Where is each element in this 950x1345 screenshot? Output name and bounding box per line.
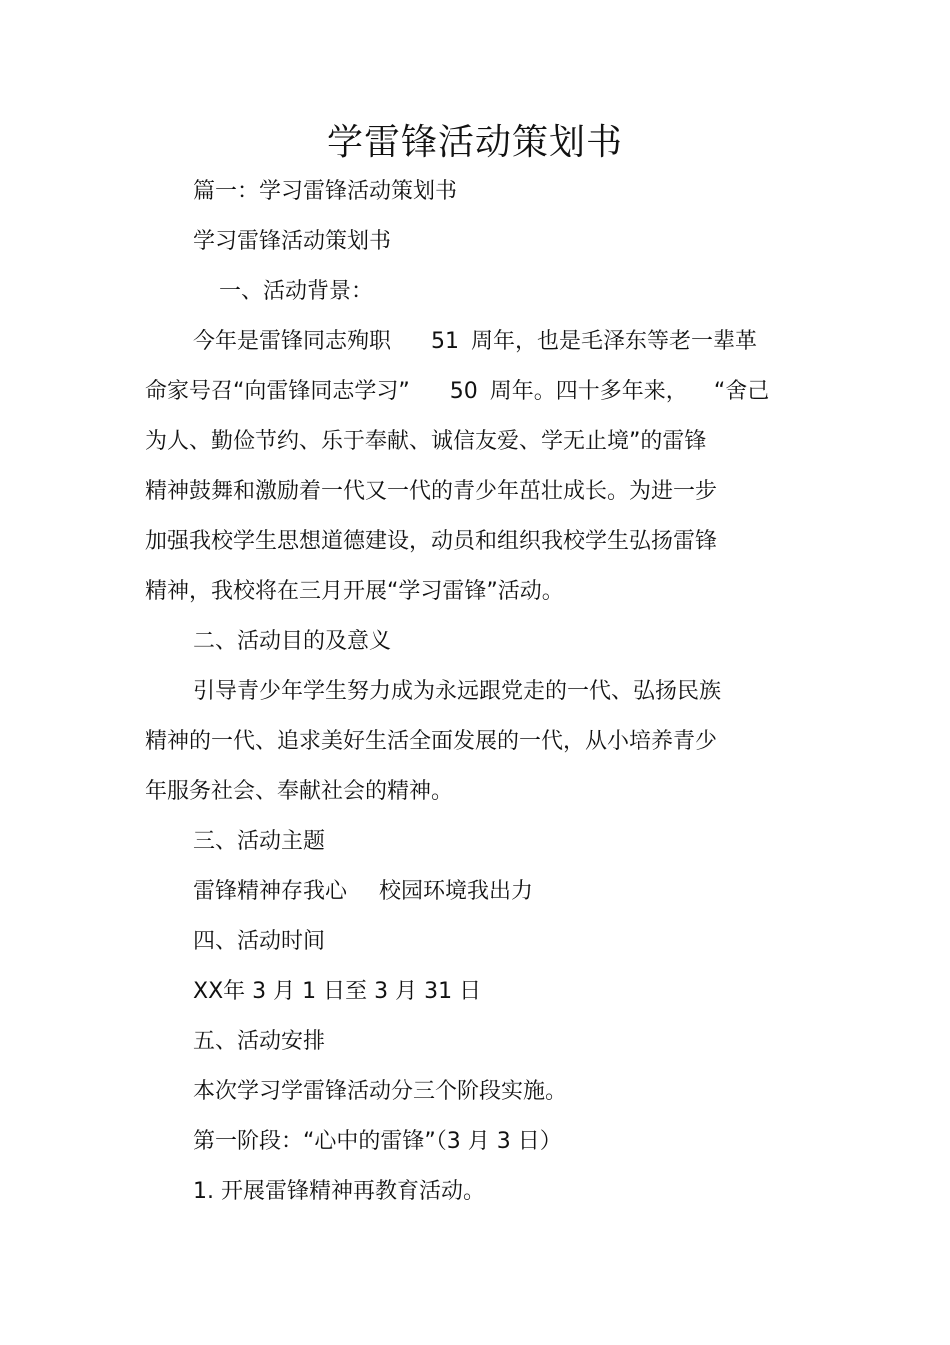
heading-background: 一、活动背景： <box>219 279 374 304</box>
paragraph-line: 加强我校学生思想道德建设，动员和组织我校学生弘扬雷锋 <box>145 529 718 554</box>
text-segment: 命家号召“向雷锋同志学习” <box>145 379 410 404</box>
section-heading: 篇一：学习雷锋活动策划书 <box>193 179 458 204</box>
heading-arrangement: 五、活动安排 <box>193 1029 326 1054</box>
theme-part: 校园环境我出力 <box>379 879 534 904</box>
theme-part: 雷锋精神存我心 <box>193 879 348 904</box>
theme-line <box>193 876 533 908</box>
paragraph-line: 本次学习学雷锋活动分三个阶段实施。 <box>193 1079 568 1104</box>
paragraph-line: 精神的一代、追求美好生活全面发展的一代，从小培养青少 <box>145 729 718 754</box>
number-segment: 51 <box>431 329 460 354</box>
paragraph-line: 精神鼓舞和激励着一代又一代的青少年茁壮成长。为进一步 <box>145 479 718 504</box>
subtitle: 学习雷锋活动策划书 <box>193 229 392 254</box>
number-segment: 50 <box>449 379 478 404</box>
date-range: XX年 3 月 1 日至 3 月 31 日 <box>193 979 482 1004</box>
paragraph-line <box>193 326 757 358</box>
list-item: 1. 开展雷锋精神再教育活动。 <box>193 1179 485 1204</box>
paragraph-line: 年服务社会、奉献社会的精神。 <box>145 779 454 804</box>
text-segment: “舍己 <box>713 379 770 404</box>
paragraph-line: 精神，我校将在三月开展“学习雷锋”活动。 <box>145 579 564 604</box>
text-segment: 周年，也是毛泽东等老一辈革 <box>471 329 758 354</box>
phase-heading: 第一阶段：“心中的雷锋”（3 月 3 日） <box>193 1129 562 1154</box>
heading-theme: 三、活动主题 <box>193 829 326 854</box>
paragraph-line <box>145 376 769 408</box>
heading-time: 四、活动时间 <box>193 929 326 954</box>
document-title: 学雷锋活动策划书 <box>326 122 623 163</box>
paragraph-line: 为人、勤俭节约、乐于奉献、诚信友爱、学无止境”的雷锋 <box>145 429 707 454</box>
text-segment: 今年是雷锋同志殉职 <box>193 329 392 354</box>
text-segment: 周年。四十多年来， <box>489 379 688 404</box>
paragraph-line: 引导青少年学生努力成为永远跟党走的一代、弘扬民族 <box>193 679 722 704</box>
heading-purpose: 二、活动目的及意义 <box>193 629 392 654</box>
